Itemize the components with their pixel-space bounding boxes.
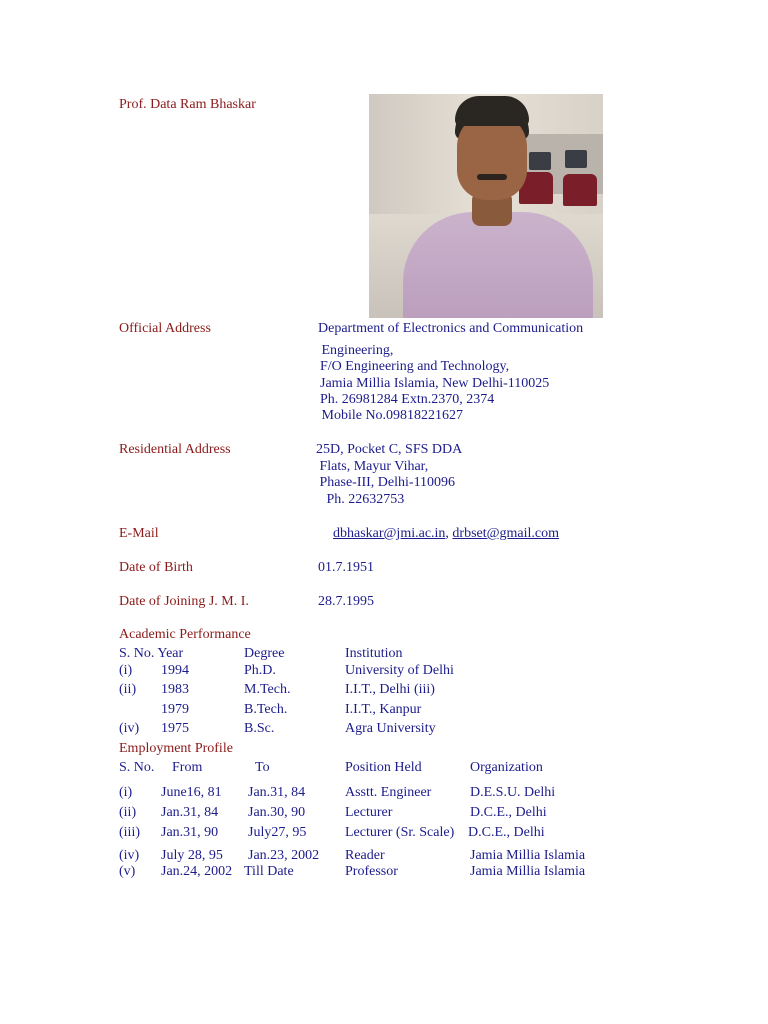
residential-address-line: Phase-III, Delhi-110096: [316, 475, 456, 490]
residential-address-line: Ph. 22632753: [316, 492, 405, 507]
employment-title: Employment Profile: [119, 741, 233, 756]
employment-to: July27, 95: [248, 825, 307, 840]
employment-to: Jan.23, 2002: [248, 848, 320, 863]
doj-value: 28.7.1995: [318, 594, 374, 609]
employment-position: Reader: [345, 848, 385, 863]
academic-header-institution: Institution: [345, 646, 403, 661]
employment-position: Asstt. Engineer: [345, 785, 432, 800]
employment-sno: (iii): [119, 825, 140, 840]
employment-to: Jan.31, 84: [248, 785, 306, 800]
residential-address-line: 25D, Pocket C, SFS DDA: [316, 442, 463, 457]
academic-sno: (ii): [119, 682, 137, 697]
academic-year: 1983: [161, 682, 189, 697]
email-label: E-Mail: [119, 526, 159, 541]
dob-value: 01.7.1951: [318, 560, 374, 575]
employment-sno: (ii): [119, 805, 137, 820]
employment-sno: (i): [119, 785, 133, 800]
academic-degree: B.Sc.: [244, 721, 275, 736]
official-address-line: Engineering,: [318, 343, 394, 358]
residential-address-label: Residential Address: [119, 442, 231, 457]
academic-institution: University of Delhi: [345, 663, 454, 678]
academic-sno: (iv): [119, 721, 140, 736]
employment-organization: Jamia Millia Islamia: [470, 864, 586, 879]
official-address-line: Mobile No.09818221627: [318, 408, 464, 423]
official-address-line: Ph. 26981284 Extn.2370, 2374: [320, 392, 495, 407]
academic-degree: M.Tech.: [244, 682, 291, 697]
academic-sno: (i): [119, 663, 133, 678]
email-link-secondary[interactable]: drbset@gmail.com: [452, 526, 560, 541]
person-name: Prof. Data Ram Bhaskar: [119, 97, 256, 112]
academic-year: 1979: [161, 702, 189, 717]
academic-year: 1975: [161, 721, 189, 736]
academic-institution: Agra University: [345, 721, 436, 736]
employment-position: Professor: [345, 864, 398, 879]
academic-title: Academic Performance: [119, 627, 251, 642]
employment-sno: (v): [119, 864, 136, 879]
official-address-label: Official Address: [119, 321, 211, 336]
official-address-line: F/O Engineering and Technology,: [320, 359, 510, 374]
employment-from: June16, 81: [161, 785, 222, 800]
academic-degree: B.Tech.: [244, 702, 288, 717]
employment-header-from: From: [172, 760, 203, 775]
employment-from: Jan.31, 84: [161, 805, 219, 820]
dob-label: Date of Birth: [119, 560, 193, 575]
employment-organization: D.C.E., Delhi: [470, 805, 547, 820]
official-address-line: Department of Electronics and Communication: [318, 321, 584, 336]
academic-header-sno-year: S. No. Year: [119, 646, 184, 661]
employment-header-to: To: [255, 760, 270, 775]
doj-label: Date of Joining J. M. I.: [119, 594, 249, 609]
official-address-line: Jamia Millia Islamia, New Delhi-110025: [320, 376, 550, 391]
academic-institution: I.I.T., Kanpur: [345, 702, 422, 717]
employment-sno: (iv): [119, 848, 140, 863]
employment-to: Till Date: [244, 864, 294, 879]
employment-position: Lecturer: [345, 805, 393, 820]
employment-from: Jan.31, 90: [161, 825, 219, 840]
academic-header-degree: Degree: [244, 646, 285, 661]
employment-header-sno: S. No.: [119, 760, 155, 775]
employment-to: Jan.30, 90: [248, 805, 306, 820]
email-link-primary[interactable]: dbhaskar@jmi.ac.in: [333, 526, 446, 541]
email-separator: ,: [445, 526, 453, 541]
academic-degree: Ph.D.: [244, 663, 276, 678]
employment-header-organization: Organization: [470, 760, 543, 775]
employment-position: Lecturer (Sr. Scale): [345, 825, 455, 840]
employment-organization: D.C.E., Delhi: [468, 825, 545, 840]
employment-from: Jan.24, 2002: [161, 864, 233, 879]
academic-year: 1994: [161, 663, 189, 678]
residential-address-line: Flats, Mayur Vihar,: [316, 459, 429, 474]
academic-institution: I.I.T., Delhi (iii): [345, 682, 435, 697]
email-values: [333, 526, 559, 542]
employment-organization: Jamia Millia Islamia: [470, 848, 586, 863]
profile-photo: [369, 94, 603, 318]
employment-from: July 28, 95: [161, 848, 223, 863]
employment-header-position: Position Held: [345, 760, 422, 775]
employment-organization: D.E.S.U. Delhi: [470, 785, 556, 800]
